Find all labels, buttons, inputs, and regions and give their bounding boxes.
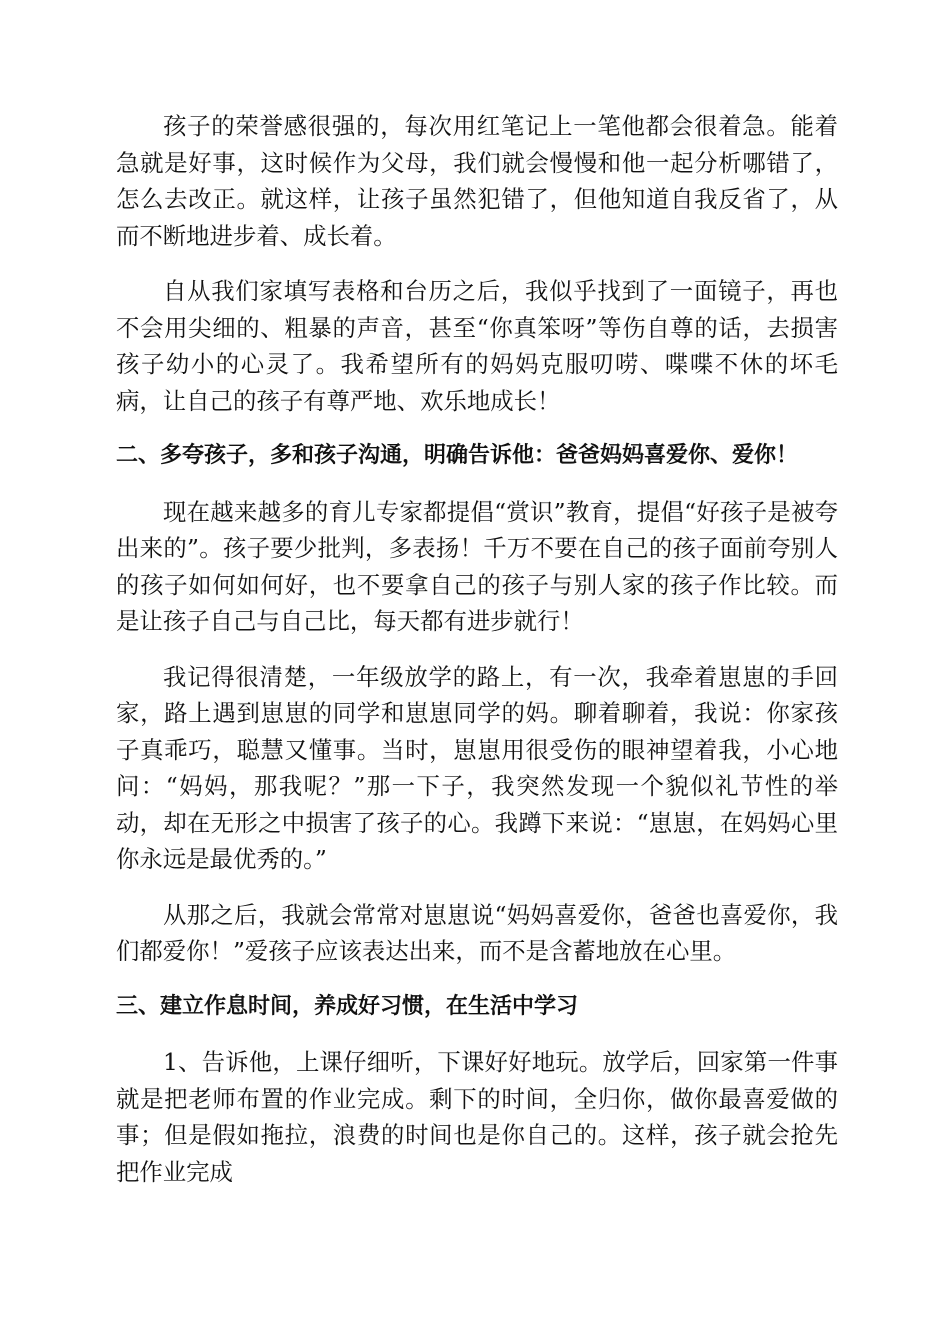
paragraph-honor: 孩子的荣誉感很强的，每次用红笔记上一笔他都会很着急。能着急就是好事，这时候作为父母，我们就会慢慢和他一起分析哪错了，怎么去改正。就这样，让孩子虽然犯错了，但他知道自我反省了，从而不断地进步着、成长着。 bbox=[116, 112, 838, 250]
paragraph-praise: 现在越来越多的育儿专家都提倡“赏识”教育，提倡“好孩子是被夸出来的”。孩子要少批判，多表扬！千万不要在自己的孩子面前夸别人的孩子如何如何好，也不要拿自己的孩子与别人家的孩子作比较。而是让孩子自己与自己比，每天都有进步就行！ bbox=[116, 497, 838, 635]
section-heading-2: 二、多夸孩子，多和孩子沟通，明确告诉他：爸爸妈妈喜爱你、爱你！ bbox=[116, 443, 799, 468]
paragraph-love: 从那之后，我就会常常对崽崽说“妈妈喜爱你，爸爸也喜爱你，我们都爱你！”爱孩子应该表达出来，而不是含蓄地放在心里。 bbox=[116, 900, 838, 965]
paragraph-routine: 1、告诉他，上课仔细听，下课好好地玩。放学后，回家第一件事就是把老师布置的作业完成。剩下的时间，全归你，做你最喜爱做的事；但是假如拖拉，浪费的时间也是你自己的。这样，孩子就会抢先把作业完成 bbox=[116, 1048, 838, 1186]
paragraph-memory: 我记得很清楚，一年级放学的路上，有一次，我牵着崽崽的手回家，路上遇到崽崽的同学和崽崽同学的妈。聊着聊着，我说：你家孩子真乖巧，聪慧又懂事。当时，崽崽用很受伤的眼神望着我，小心地问：“妈妈，那我呢？”那一下子，我突然发现一个貌似礼节性的举动，却在无形之中损害了孩子的心。我蹲下来说：“崽崽，在妈妈心里你永远是最优秀的。” bbox=[116, 662, 838, 873]
paragraph-mirror: 自从我们家填写表格和台历之后，我似乎找到了一面镜子，再也不会用尖细的、粗暴的声音，甚至“你真笨呀”等伤自尊的话，去损害孩子幼小的心灵了。我希望所有的妈妈克服叨唠、喋喋不休的坏毛病，让自己的孩子有尊严地、欢乐地成长！ bbox=[116, 277, 838, 415]
section-heading-3: 三、建立作息时间，养成好习惯，在生活中学习 bbox=[116, 993, 579, 1019]
document-page bbox=[116, 108, 838, 1190]
